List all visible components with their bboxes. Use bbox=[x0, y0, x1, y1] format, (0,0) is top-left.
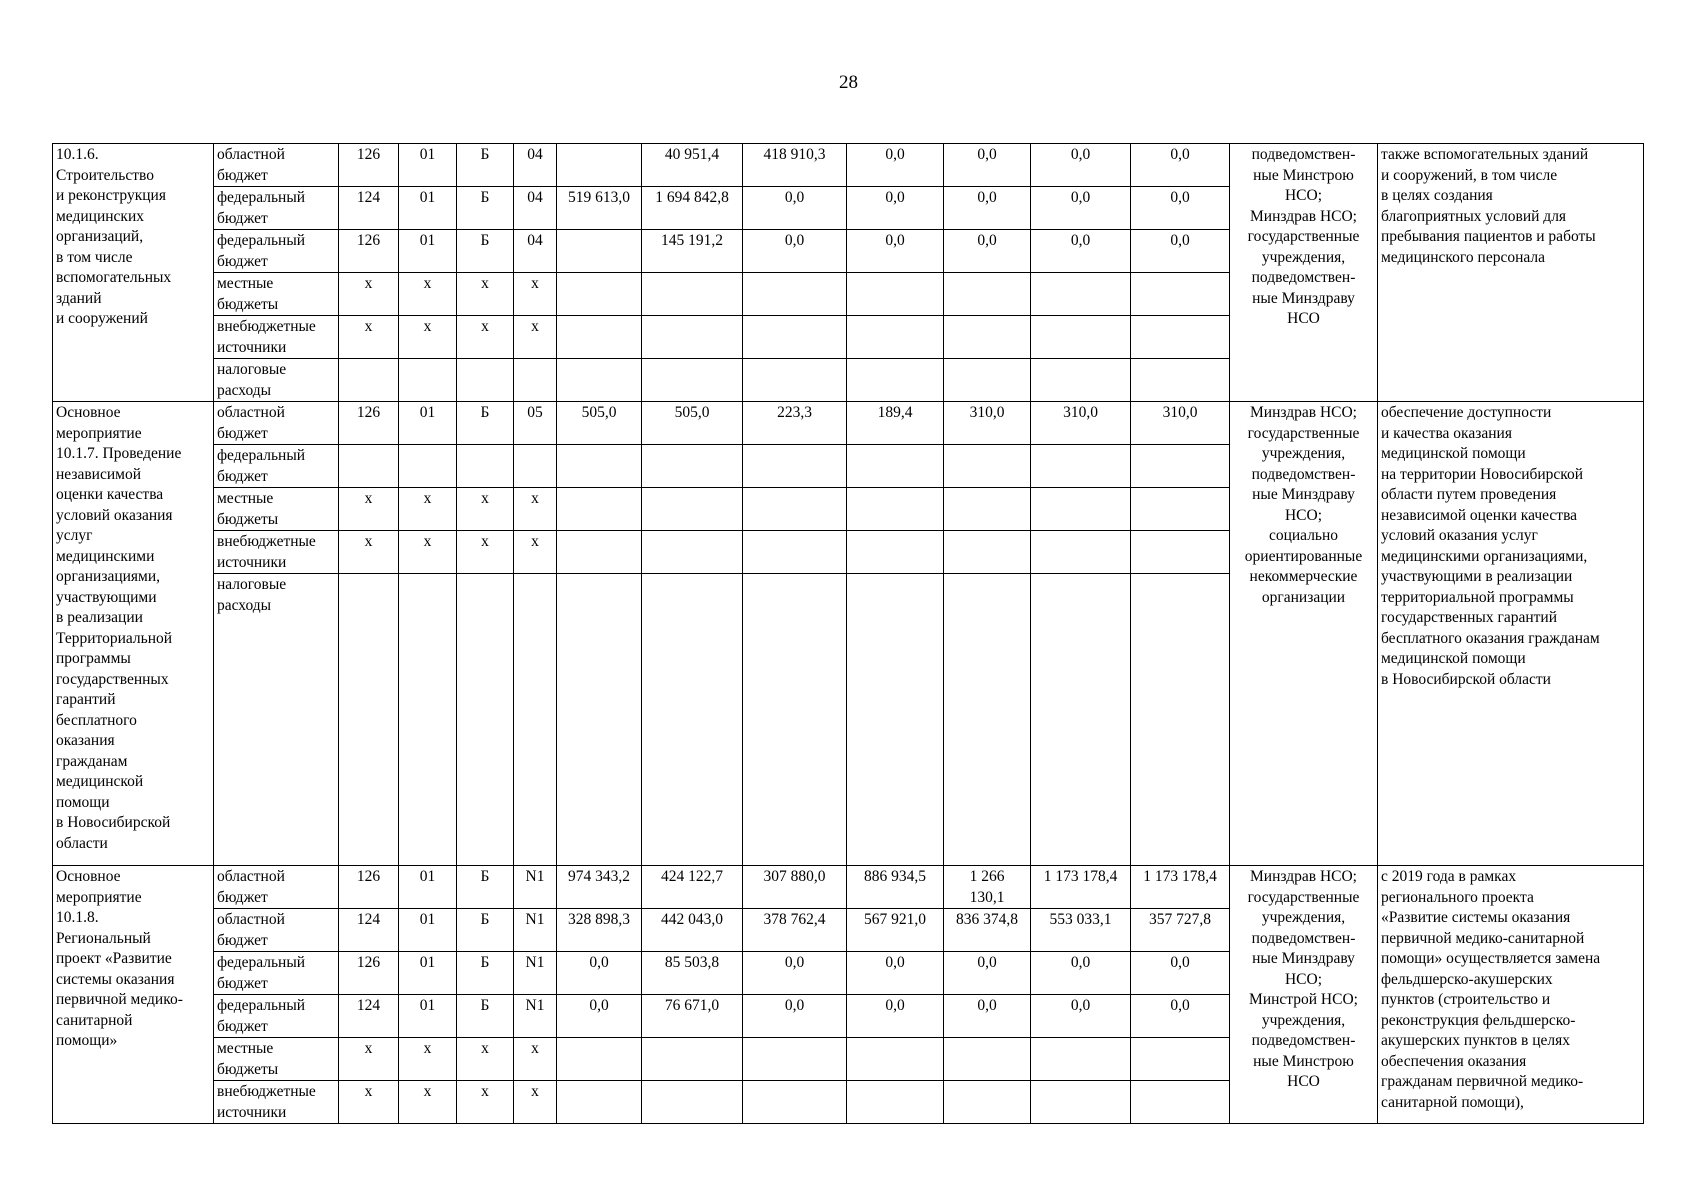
amount-cell bbox=[1031, 445, 1131, 488]
code-cell bbox=[457, 445, 514, 488]
code-cell: х bbox=[457, 488, 514, 531]
code-cell bbox=[399, 359, 457, 402]
amount-cell: 357 727,8 bbox=[1131, 909, 1230, 952]
amount-cell: 378 762,4 bbox=[743, 909, 847, 952]
amount-cell: 974 343,2 bbox=[557, 866, 642, 909]
code-cell bbox=[399, 574, 457, 866]
amount-cell bbox=[557, 445, 642, 488]
program-measures-table bbox=[52, 143, 1644, 1124]
amount-cell bbox=[1131, 531, 1230, 574]
executor-cell: Минздрав НСО; государственные учреждения, подведомствен- ные Минздраву НСО; социально ориентированные некоммерческие организации bbox=[1230, 402, 1378, 866]
code-cell: х bbox=[339, 1038, 399, 1081]
code-cell: Б bbox=[457, 230, 514, 273]
funding-source-cell: местные бюджеты bbox=[214, 488, 339, 531]
amount-cell: 0,0 bbox=[1131, 144, 1230, 187]
code-cell: 126 bbox=[339, 402, 399, 445]
code-cell bbox=[457, 359, 514, 402]
code-cell: х bbox=[457, 1081, 514, 1124]
amount-cell bbox=[944, 1081, 1031, 1124]
amount-cell bbox=[1131, 359, 1230, 402]
code-cell: Б bbox=[457, 952, 514, 995]
amount-cell: 0,0 bbox=[1131, 952, 1230, 995]
code-cell: 126 bbox=[339, 866, 399, 909]
code-cell bbox=[339, 445, 399, 488]
code-cell bbox=[399, 445, 457, 488]
amount-cell: 0,0 bbox=[1131, 230, 1230, 273]
amount-cell bbox=[743, 445, 847, 488]
code-cell: 05 bbox=[514, 402, 557, 445]
amount-cell bbox=[557, 316, 642, 359]
code-cell: 04 bbox=[514, 230, 557, 273]
amount-cell: 0,0 bbox=[847, 952, 944, 995]
amount-cell bbox=[1031, 488, 1131, 531]
code-cell: х bbox=[339, 488, 399, 531]
amount-cell bbox=[743, 531, 847, 574]
amount-cell bbox=[642, 316, 743, 359]
code-cell bbox=[514, 445, 557, 488]
amount-cell bbox=[944, 273, 1031, 316]
amount-cell bbox=[1131, 273, 1230, 316]
amount-cell: 0,0 bbox=[944, 952, 1031, 995]
amount-cell bbox=[743, 1081, 847, 1124]
amount-cell: 307 880,0 bbox=[743, 866, 847, 909]
amount-cell: 0,0 bbox=[944, 995, 1031, 1038]
amount-cell: 328 898,3 bbox=[557, 909, 642, 952]
funding-source-cell: областной бюджет bbox=[214, 402, 339, 445]
amount-cell bbox=[1131, 488, 1230, 531]
amount-cell: 0,0 bbox=[1031, 952, 1131, 995]
code-cell: 01 bbox=[399, 952, 457, 995]
funding-source-cell: федеральный бюджет bbox=[214, 995, 339, 1038]
amount-cell: 223,3 bbox=[743, 402, 847, 445]
amount-cell bbox=[642, 1038, 743, 1081]
amount-cell: 0,0 bbox=[944, 187, 1031, 230]
amount-cell bbox=[1031, 574, 1131, 866]
amount-cell bbox=[847, 359, 944, 402]
amount-cell bbox=[557, 144, 642, 187]
code-cell: Б bbox=[457, 402, 514, 445]
code-cell: Б bbox=[457, 995, 514, 1038]
funding-source-cell: налоговые расходы bbox=[214, 359, 339, 402]
amount-cell: 0,0 bbox=[557, 995, 642, 1038]
table-row bbox=[53, 144, 1644, 187]
funding-source-cell: местные бюджеты bbox=[214, 273, 339, 316]
table-row bbox=[53, 402, 1644, 445]
code-cell: 04 bbox=[514, 187, 557, 230]
amount-cell bbox=[847, 574, 944, 866]
amount-cell bbox=[642, 359, 743, 402]
code-cell: 124 bbox=[339, 909, 399, 952]
amount-cell: 1 173 178,4 bbox=[1031, 866, 1131, 909]
amount-cell: 1 266 130,1 bbox=[944, 866, 1031, 909]
code-cell: 124 bbox=[339, 995, 399, 1038]
amount-cell: 519 613,0 bbox=[557, 187, 642, 230]
amount-cell bbox=[1131, 1038, 1230, 1081]
expected-result-cell: обеспечение доступности и качества оказания медицинской помощи на территории Новосибирской области путем проведения независимой оценки качества условий оказания услуг медицинскими организациями, участвующими в реализации территориальной программы государственных гарантий бесплатного оказания гражданам медицинской помощи в Новосибирской области bbox=[1378, 402, 1644, 866]
amount-cell: 505,0 bbox=[642, 402, 743, 445]
code-cell: 01 bbox=[399, 995, 457, 1038]
amount-cell bbox=[847, 1038, 944, 1081]
funding-source-cell: областной бюджет bbox=[214, 909, 339, 952]
code-cell: Б bbox=[457, 866, 514, 909]
funding-source-cell: областной бюджет bbox=[214, 866, 339, 909]
amount-cell bbox=[1131, 574, 1230, 866]
amount-cell bbox=[847, 316, 944, 359]
funding-source-cell: внебюджетные источники bbox=[214, 531, 339, 574]
amount-cell: 567 921,0 bbox=[847, 909, 944, 952]
amount-cell bbox=[944, 359, 1031, 402]
funding-source-cell: областной бюджет bbox=[214, 144, 339, 187]
code-cell: 126 bbox=[339, 144, 399, 187]
amount-cell: 40 951,4 bbox=[642, 144, 743, 187]
amount-cell: 505,0 bbox=[557, 402, 642, 445]
amount-cell: 442 043,0 bbox=[642, 909, 743, 952]
code-cell: х bbox=[399, 488, 457, 531]
amount-cell: 0,0 bbox=[743, 230, 847, 273]
amount-cell: 0,0 bbox=[847, 995, 944, 1038]
amount-cell bbox=[642, 1081, 743, 1124]
amount-cell bbox=[847, 1081, 944, 1124]
code-cell: х bbox=[399, 273, 457, 316]
code-cell: 124 bbox=[339, 187, 399, 230]
amount-cell: 1 694 842,8 bbox=[642, 187, 743, 230]
amount-cell: 0,0 bbox=[944, 144, 1031, 187]
amount-cell: 0,0 bbox=[1031, 230, 1131, 273]
code-cell: х bbox=[457, 531, 514, 574]
executor-cell: подведомствен- ные Минстрою НСО; Минздрав НСО; государственные учреждения, подведомствен- ные Минздраву НСО bbox=[1230, 144, 1378, 402]
event-name-cell: Основное мероприятие 10.1.7. Проведение независимой оценки качества условий оказания услуг медицинскими организациями, участвующими в реализации Территориальной программы государственных гарантий бесплатного оказания гражданам медицинской помощи в Новосибирской области bbox=[53, 402, 214, 866]
event-name-cell: Основное мероприятие 10.1.8. Региональный проект «Развитие системы оказания первичной медико- санитарной помощи» bbox=[53, 866, 214, 1124]
code-cell: х bbox=[339, 531, 399, 574]
amount-cell: 0,0 bbox=[1031, 187, 1131, 230]
amount-cell bbox=[557, 1081, 642, 1124]
code-cell: N1 bbox=[514, 952, 557, 995]
amount-cell: 0,0 bbox=[847, 230, 944, 273]
amount-cell bbox=[847, 273, 944, 316]
code-cell: 01 bbox=[399, 144, 457, 187]
amount-cell bbox=[743, 359, 847, 402]
amount-cell: 310,0 bbox=[944, 402, 1031, 445]
amount-cell bbox=[944, 531, 1031, 574]
amount-cell bbox=[557, 273, 642, 316]
amount-cell bbox=[1031, 531, 1131, 574]
amount-cell: 0,0 bbox=[847, 144, 944, 187]
code-cell: 04 bbox=[514, 144, 557, 187]
funding-source-cell: внебюджетные источники bbox=[214, 1081, 339, 1124]
amount-cell bbox=[944, 488, 1031, 531]
amount-cell: 189,4 bbox=[847, 402, 944, 445]
amount-cell bbox=[557, 574, 642, 866]
code-cell: Б bbox=[457, 187, 514, 230]
amount-cell bbox=[1031, 273, 1131, 316]
amount-cell: 310,0 bbox=[1131, 402, 1230, 445]
funding-source-cell: федеральный бюджет bbox=[214, 952, 339, 995]
table-body bbox=[53, 144, 1644, 1124]
event-name-cell: 10.1.6. Строительство и реконструкция медицинских организаций, в том числе вспомогательных зданий и сооружений bbox=[53, 144, 214, 402]
code-cell: 126 bbox=[339, 952, 399, 995]
funding-source-cell: налоговые расходы bbox=[214, 574, 339, 866]
expected-result-cell: также вспомогательных зданий и сооружений, в том числе в целях создания благоприятных условий для пребывания пациентов и работы медицинского персонала bbox=[1378, 144, 1644, 402]
code-cell bbox=[339, 574, 399, 866]
amount-cell: 310,0 bbox=[1031, 402, 1131, 445]
code-cell: Б bbox=[457, 144, 514, 187]
code-cell: х bbox=[399, 1038, 457, 1081]
amount-cell bbox=[944, 574, 1031, 866]
page-number: 28 bbox=[839, 72, 858, 93]
amount-cell: 0,0 bbox=[743, 187, 847, 230]
table-row bbox=[53, 866, 1644, 909]
amount-cell bbox=[743, 574, 847, 866]
amount-cell bbox=[642, 531, 743, 574]
funding-source-cell: внебюджетные источники bbox=[214, 316, 339, 359]
amount-cell: 836 374,8 bbox=[944, 909, 1031, 952]
executor-cell: Минздрав НСО; государственные учреждения, подведомствен- ные Минздраву НСО; Минстрой НСО; учреждения, подведомствен- ные Минстрою НСО bbox=[1230, 866, 1378, 1124]
amount-cell: 0,0 bbox=[944, 230, 1031, 273]
code-cell bbox=[457, 574, 514, 866]
amount-cell bbox=[557, 1038, 642, 1081]
amount-cell bbox=[1031, 359, 1131, 402]
amount-cell bbox=[557, 359, 642, 402]
amount-cell: 1 173 178,4 bbox=[1131, 866, 1230, 909]
code-cell: х bbox=[514, 1038, 557, 1081]
amount-cell bbox=[557, 230, 642, 273]
funding-source-cell: федеральный бюджет bbox=[214, 230, 339, 273]
code-cell: 01 bbox=[399, 402, 457, 445]
funding-source-cell: местные бюджеты bbox=[214, 1038, 339, 1081]
amount-cell: 418 910,3 bbox=[743, 144, 847, 187]
amount-cell bbox=[1131, 445, 1230, 488]
amount-cell bbox=[1031, 1081, 1131, 1124]
code-cell: 01 bbox=[399, 909, 457, 952]
code-cell: х bbox=[399, 531, 457, 574]
amount-cell: 0,0 bbox=[1131, 187, 1230, 230]
code-cell: х bbox=[514, 273, 557, 316]
amount-cell bbox=[1031, 316, 1131, 359]
code-cell: 01 bbox=[399, 187, 457, 230]
amount-cell bbox=[1131, 316, 1230, 359]
code-cell: Б bbox=[457, 909, 514, 952]
amount-cell bbox=[642, 445, 743, 488]
amount-cell: 886 934,5 bbox=[847, 866, 944, 909]
amount-cell: 85 503,8 bbox=[642, 952, 743, 995]
amount-cell bbox=[1031, 1038, 1131, 1081]
amount-cell: 76 671,0 bbox=[642, 995, 743, 1038]
code-cell bbox=[514, 574, 557, 866]
amount-cell: 0,0 bbox=[557, 952, 642, 995]
amount-cell bbox=[847, 445, 944, 488]
amount-cell bbox=[642, 574, 743, 866]
amount-cell bbox=[944, 1038, 1031, 1081]
code-cell: х bbox=[514, 488, 557, 531]
code-cell: N1 bbox=[514, 995, 557, 1038]
code-cell bbox=[514, 359, 557, 402]
amount-cell bbox=[944, 316, 1031, 359]
amount-cell bbox=[642, 273, 743, 316]
code-cell: х bbox=[339, 1081, 399, 1124]
code-cell: х bbox=[457, 273, 514, 316]
code-cell: х bbox=[339, 316, 399, 359]
amount-cell bbox=[743, 1038, 847, 1081]
amount-cell: 0,0 bbox=[1131, 995, 1230, 1038]
code-cell: 01 bbox=[399, 230, 457, 273]
code-cell: х bbox=[514, 531, 557, 574]
code-cell: х bbox=[514, 1081, 557, 1124]
amount-cell bbox=[642, 488, 743, 531]
code-cell: х bbox=[399, 1081, 457, 1124]
amount-cell: 145 191,2 bbox=[642, 230, 743, 273]
code-cell: N1 bbox=[514, 866, 557, 909]
amount-cell bbox=[847, 488, 944, 531]
amount-cell bbox=[1131, 1081, 1230, 1124]
code-cell bbox=[339, 359, 399, 402]
amount-cell: 0,0 bbox=[743, 952, 847, 995]
code-cell: х bbox=[457, 316, 514, 359]
amount-cell: 0,0 bbox=[1031, 995, 1131, 1038]
amount-cell: 0,0 bbox=[847, 187, 944, 230]
amount-cell bbox=[743, 316, 847, 359]
amount-cell bbox=[944, 445, 1031, 488]
amount-cell: 0,0 bbox=[743, 995, 847, 1038]
code-cell: N1 bbox=[514, 909, 557, 952]
amount-cell bbox=[557, 488, 642, 531]
code-cell: х bbox=[514, 316, 557, 359]
amount-cell: 424 122,7 bbox=[642, 866, 743, 909]
expected-result-cell: с 2019 года в рамках регионального проекта «Развитие системы оказания первичной медико-санитарной помощи» осуществляется замена фельдшерско-акушерских пунктов (строительство и реконструкция фельдшерско- акушерских пунктов в целях обеспечения оказания гражданам первичной медико- санитарной помощи), bbox=[1378, 866, 1644, 1124]
code-cell: х bbox=[457, 1038, 514, 1081]
code-cell: х bbox=[339, 273, 399, 316]
funding-source-cell: федеральный бюджет bbox=[214, 187, 339, 230]
amount-cell: 553 033,1 bbox=[1031, 909, 1131, 952]
amount-cell bbox=[847, 531, 944, 574]
code-cell: х bbox=[399, 316, 457, 359]
amount-cell: 0,0 bbox=[1031, 144, 1131, 187]
amount-cell bbox=[557, 531, 642, 574]
funding-source-cell: федеральный бюджет bbox=[214, 445, 339, 488]
code-cell: 01 bbox=[399, 866, 457, 909]
amount-cell bbox=[743, 273, 847, 316]
code-cell: 126 bbox=[339, 230, 399, 273]
amount-cell bbox=[743, 488, 847, 531]
